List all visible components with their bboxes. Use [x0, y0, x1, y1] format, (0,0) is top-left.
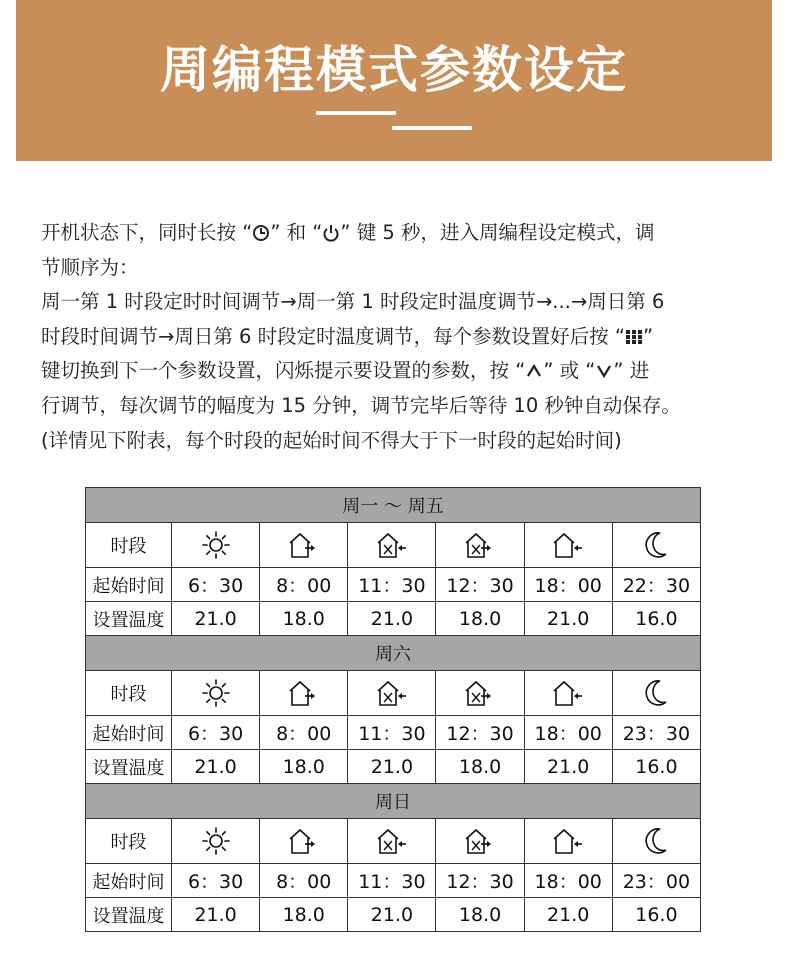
- table-row: [86, 750, 701, 784]
- schedule-table: [85, 487, 701, 932]
- period-icon-cell: [436, 671, 524, 716]
- start-time-cell: 18：00: [524, 716, 612, 750]
- sun-icon: [201, 678, 231, 708]
- set-temp-label: 设置温度: [86, 602, 172, 636]
- set-temp-cell: 21.0: [348, 602, 436, 636]
- table-row: [86, 819, 701, 864]
- return-home-icon: [375, 678, 409, 708]
- set-temp-cell: 21.0: [172, 602, 260, 636]
- leave-home-icon: [287, 826, 321, 856]
- instruction-line: 键切换到下一个参数设置，闪烁提示要设置的参数，按 “ ” 或 “ ” 进: [41, 359, 650, 383]
- set-temp-cell: 16.0: [612, 898, 700, 932]
- period-icon-cell: [172, 523, 260, 568]
- period-icon-cell: [260, 671, 348, 716]
- set-temp-cell: 16.0: [612, 602, 700, 636]
- return-home-icon: [375, 530, 409, 560]
- period-label: 时段: [86, 819, 172, 864]
- set-temp-cell: 21.0: [524, 898, 612, 932]
- down-arrow-icon: [595, 362, 613, 380]
- period-icon-cell: [524, 523, 612, 568]
- set-temp-cell: 21.0: [172, 898, 260, 932]
- set-temp-cell: 18.0: [260, 898, 348, 932]
- return-home-icon: [551, 678, 585, 708]
- set-temp-cell: 18.0: [436, 750, 524, 784]
- return-home-icon: [551, 826, 585, 856]
- instruction-line: 周一第 1 时段定时时间调节→周一第 1 时段定时温度调节→...→周日第 6: [41, 290, 665, 314]
- set-temp-cell: 21.0: [172, 750, 260, 784]
- start-time-cell: 6：30: [172, 864, 260, 898]
- period-icon-cell: [612, 819, 700, 864]
- leave-home-icon: [287, 678, 321, 708]
- start-time-cell: 6：30: [172, 568, 260, 602]
- start-time-cell: 12：30: [436, 716, 524, 750]
- menu-grid-icon: [625, 328, 643, 346]
- title-underline-right: [392, 126, 472, 130]
- table-row: [86, 864, 701, 898]
- start-time-cell: 11：30: [348, 716, 436, 750]
- start-time-cell: 8：00: [260, 716, 348, 750]
- set-temp-cell: 18.0: [260, 602, 348, 636]
- sun-icon: [201, 530, 231, 560]
- period-icon-cell: [612, 523, 700, 568]
- set-temp-cell: 21.0: [524, 750, 612, 784]
- power-icon: [322, 224, 340, 242]
- header-banner: [16, 0, 772, 161]
- instructions: [41, 216, 749, 458]
- table-row: [86, 602, 701, 636]
- start-time-cell: 8：00: [260, 568, 348, 602]
- start-time-label: 起始时间: [86, 864, 172, 898]
- leave-home-icon: [287, 530, 321, 560]
- section-header: 周日: [86, 784, 701, 819]
- page-title: 周编程模式参数设定: [160, 41, 628, 99]
- set-temp-label: 设置温度: [86, 898, 172, 932]
- table-row: [86, 671, 701, 716]
- set-temp-cell: 16.0: [612, 750, 700, 784]
- leave-home-icon: [463, 826, 497, 856]
- start-time-cell: 12：30: [436, 864, 524, 898]
- instruction-line: 节顺序为：: [41, 255, 139, 279]
- moon-icon: [641, 826, 671, 856]
- set-temp-cell: 18.0: [436, 602, 524, 636]
- set-temp-cell: 18.0: [436, 898, 524, 932]
- start-time-cell: 23：30: [612, 716, 700, 750]
- title-underline-left: [316, 111, 396, 115]
- period-label: 时段: [86, 523, 172, 568]
- up-arrow-icon: [525, 362, 543, 380]
- moon-icon: [641, 530, 671, 560]
- set-temp-cell: 21.0: [348, 750, 436, 784]
- leave-home-icon: [463, 678, 497, 708]
- set-temp-cell: 21.0: [524, 602, 612, 636]
- period-icon-cell: [172, 819, 260, 864]
- period-icon-cell: [172, 671, 260, 716]
- return-home-icon: [375, 826, 409, 856]
- start-time-cell: 23：00: [612, 864, 700, 898]
- clock-icon: [252, 224, 270, 242]
- start-time-label: 起始时间: [86, 716, 172, 750]
- instruction-line: (详情见下附表，每个时段的起始时间不得大于下一时段的起始时间): [41, 428, 622, 452]
- start-time-cell: 11：30: [348, 568, 436, 602]
- table-row: [86, 898, 701, 932]
- period-icon-cell: [348, 523, 436, 568]
- instruction-line: 行调节，每次调节的幅度为 15 分钟，调节完毕后等待 10 秒钟自动保存。: [41, 393, 681, 417]
- period-icon-cell: [436, 523, 524, 568]
- period-icon-cell: [260, 819, 348, 864]
- table-row: [86, 716, 701, 750]
- moon-icon: [641, 678, 671, 708]
- period-icon-cell: [436, 819, 524, 864]
- period-label: 时段: [86, 671, 172, 716]
- set-temp-cell: 18.0: [260, 750, 348, 784]
- section-header: 周一 ～ 周五: [86, 488, 701, 523]
- table-row: [86, 523, 701, 568]
- start-time-cell: 12：30: [436, 568, 524, 602]
- start-time-cell: 6：30: [172, 716, 260, 750]
- period-icon-cell: [348, 819, 436, 864]
- sun-icon: [201, 826, 231, 856]
- set-temp-cell: 21.0: [348, 898, 436, 932]
- start-time-label: 起始时间: [86, 568, 172, 602]
- period-icon-cell: [524, 671, 612, 716]
- section-header: 周六: [86, 636, 701, 671]
- start-time-cell: 8：00: [260, 864, 348, 898]
- instruction-line: 开机状态下，同时长按 “ ” 和 “ ” 键 5 秒，进入周编程设定模式，调: [41, 221, 655, 244]
- start-time-cell: 22：30: [612, 568, 700, 602]
- leave-home-icon: [463, 530, 497, 560]
- start-time-cell: 18：00: [524, 568, 612, 602]
- instruction-line: 时段时间调节→周日第 6 时段定时温度调节，每个参数设置好后按 “ ”: [41, 324, 654, 348]
- set-temp-label: 设置温度: [86, 750, 172, 784]
- start-time-cell: 18：00: [524, 864, 612, 898]
- period-icon-cell: [260, 523, 348, 568]
- period-icon-cell: [348, 671, 436, 716]
- return-home-icon: [551, 530, 585, 560]
- start-time-cell: 11：30: [348, 864, 436, 898]
- table-row: [86, 568, 701, 602]
- period-icon-cell: [524, 819, 612, 864]
- period-icon-cell: [612, 671, 700, 716]
